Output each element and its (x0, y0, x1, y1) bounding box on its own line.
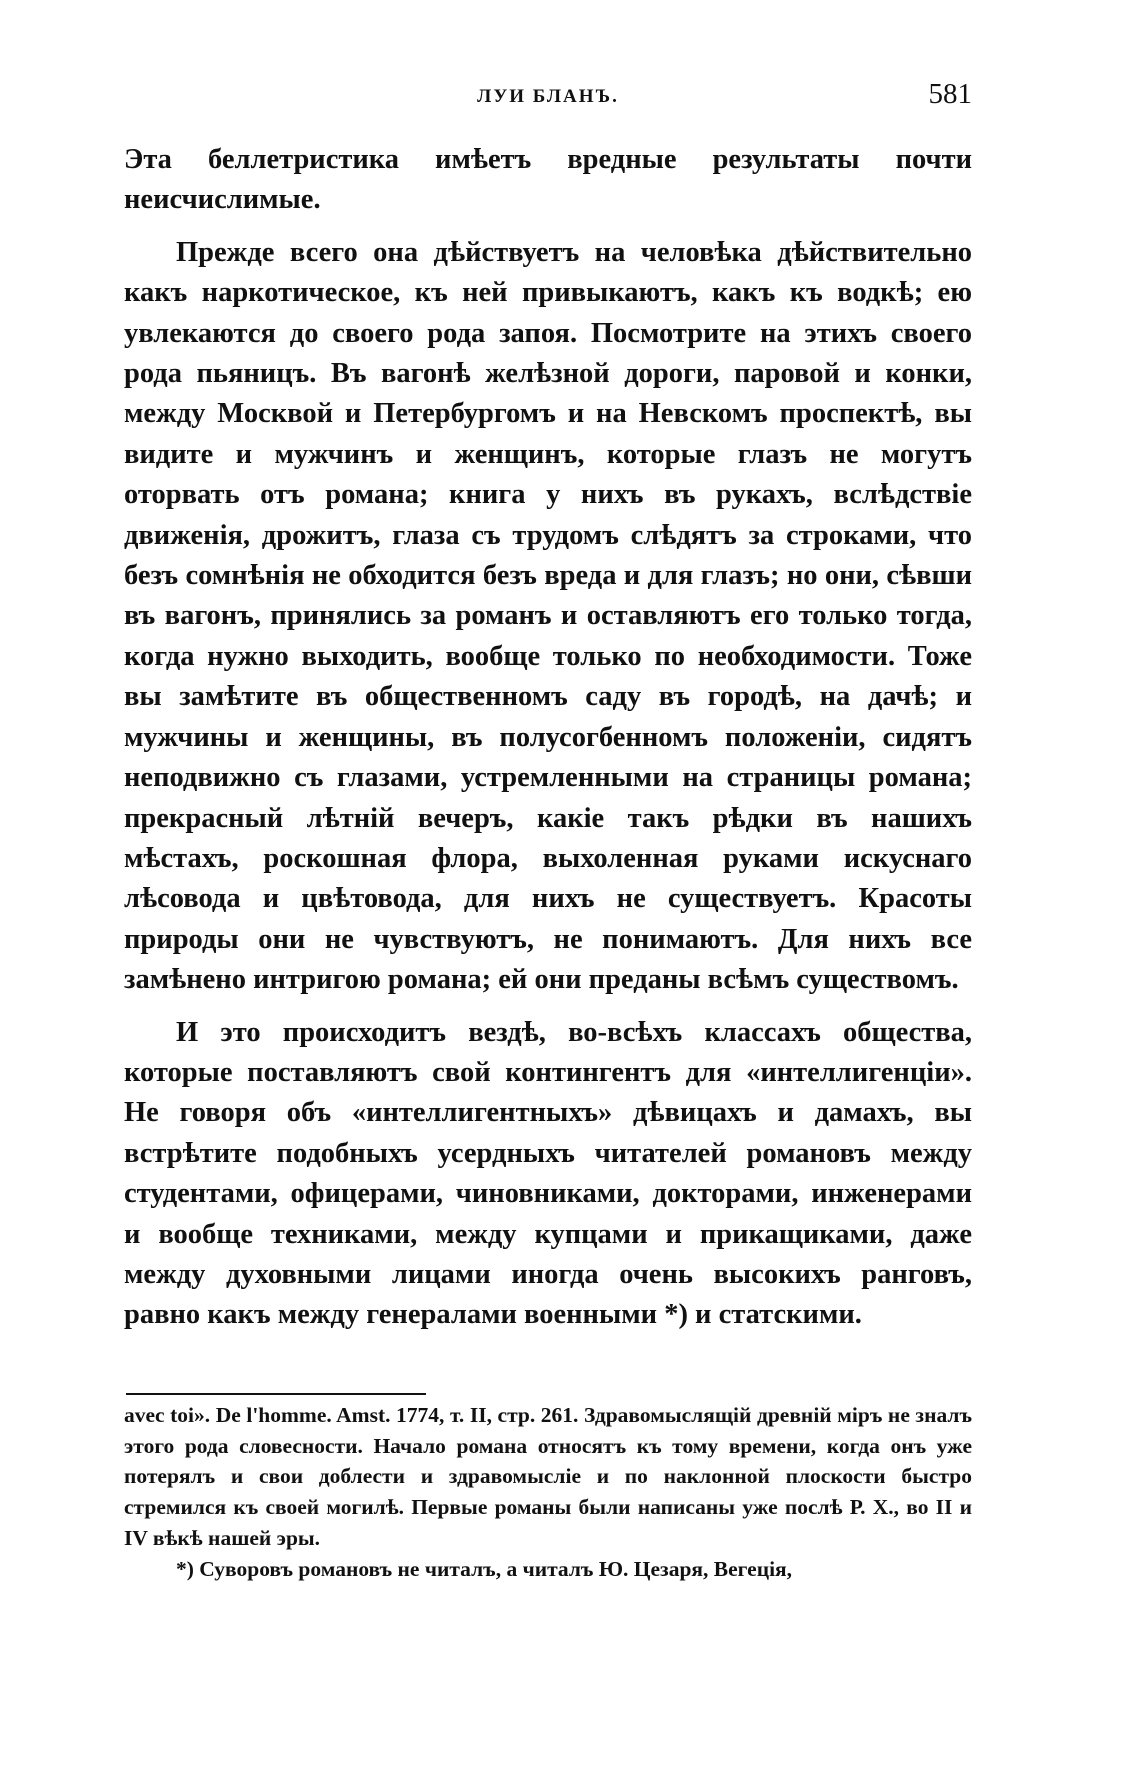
footnote: *) Суворовъ романовъ не читалъ, а читалъ Ю. Цезаря, Вегеція, (176, 1556, 793, 1581)
paragraph: Прежде всего она дѣйствуетъ на человѣка дѣйствительно какъ наркотическое, къ ней привыкаютъ, какъ къ водкѣ; ею увлекаются до своего рода запоя. Посмотрите на этихъ своего рода пьяницъ. Въ вагонѣ желѣзной дороги, паровой и конки, между Москвой и Петербургомъ и на Невскомъ проспектѣ, вы видите и мужчинъ и женщинъ, которые глазъ не могутъ оторвать отъ романа; книга у нихъ въ рукахъ, вслѣдствіе движенія, дрожитъ, глаза съ трудомъ слѣдятъ за строками, что безъ сомнѣнія не обходится безъ вреда и для глазъ; но они, сѣвши въ вагонъ, принялись за романъ и оставляютъ его только тогда, когда нужно выходить, вообще только по необходимости. Тоже вы замѣтите въ общественномъ саду въ городѣ, на дачѣ; и мужчины и женщины, въ полусогбенномъ положеніи, сидятъ неподвижно съ глазами, устремленными на страницы романа; прекрасный лѣтній вечеръ, какіе такъ рѣдки въ нашихъ мѣстахъ, роскошная флора, выхоленная руками искуснаго лѣсовода и цвѣтовода, для нихъ не существуетъ. Красоты природы они не чувствуютъ, не понимаютъ. Для нихъ все замѣнено интригою романа; ей они преданы всѣмъ существомъ. (124, 236, 972, 996)
running-head (124, 78, 972, 118)
footnote: avec toi». De l'homme. Amst. 1774, т. II, стр. 261. Здравомыслящій древній міръ не зналъ этого рода словесности. Начало романа относятъ къ тому времени, когда онъ уже потерялъ и свои доблести и здравомысліе и по наклонной плоскости быстро стремился къ своей могилѣ. Первые романы были написаны уже послѣ Р. Х., во II и IV вѣкѣ нашей эры. (124, 1403, 972, 1550)
paragraph: И это происходитъ вездѣ, во-всѣхъ классахъ общества, которые поставляютъ свой контингентъ для «интеллигенціи». Не говоря объ «интеллигентныхъ» дѣвицахъ и дамахъ, вы встрѣтите подобныхъ усердныхъ читателей романовъ между студентами, офицерами, чиновниками, докторами, инженерами и вообще техниками, между купцами и прикащиками, даже между духовными лицами иногда очень высокихъ ранговъ, равно какъ между генералами военными *) и статскими. (124, 1016, 972, 1331)
page-number: 581 (928, 78, 972, 110)
main-text (124, 140, 972, 1336)
running-title: ЛУИ БЛАНЪ. (477, 86, 619, 107)
footnote-divider (126, 1393, 426, 1395)
paragraph: Эта беллетристика имѣетъ вредные результаты почти неисчислимые. (124, 144, 972, 216)
footnotes (124, 1400, 972, 1584)
